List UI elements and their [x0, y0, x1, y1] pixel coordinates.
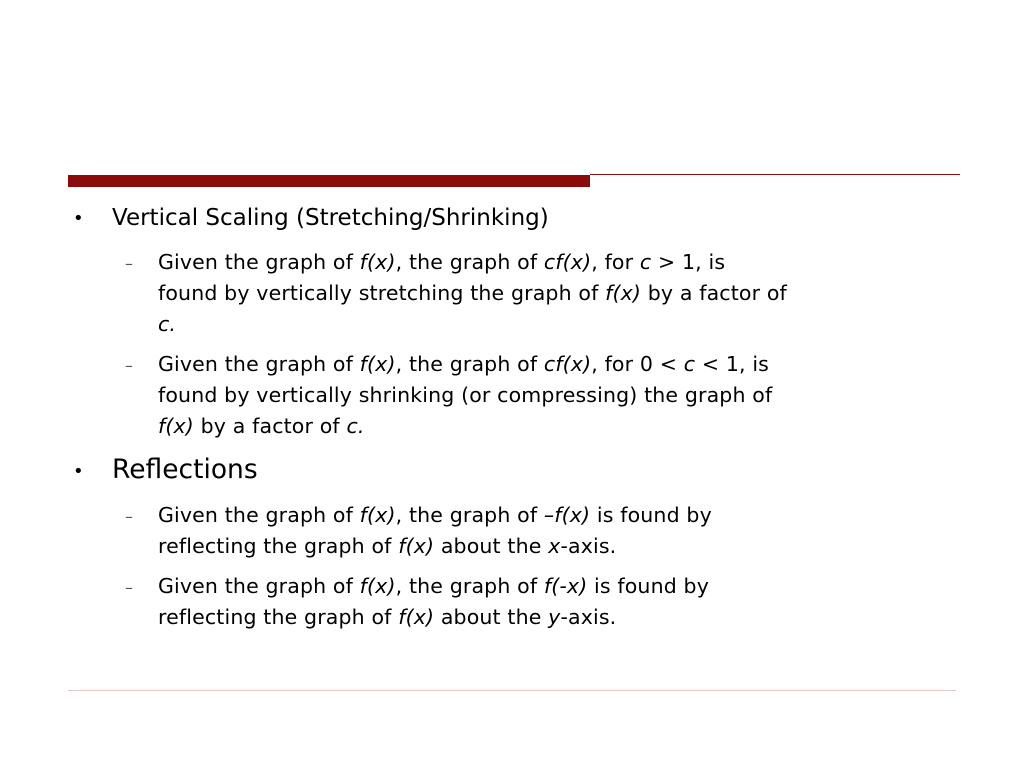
text-line: Given the graph of f(x), the graph of –f(x) is found by — [158, 503, 712, 527]
text-line: Given the graph of f(x), the graph of cf(x), for 0 < c < 1, is — [158, 352, 770, 376]
bullet-marker: • — [73, 208, 84, 229]
sub-bullet-x-reflection — [158, 500, 958, 562]
text-line: found by vertically shrinking (or compressing) the graph of — [158, 383, 773, 407]
text-line: Given the graph of f(x), the graph of f(-x) is found by — [158, 574, 709, 598]
sub-bullet-shrinking — [158, 349, 958, 442]
sub-bullet-dash: – — [125, 356, 133, 375]
bullet-reflections: Reflections — [112, 454, 258, 485]
bullet-vertical-scaling: Vertical Scaling (Stretching/Shrinking) — [112, 205, 549, 231]
sub-bullet-dash: – — [125, 507, 133, 526]
footer-rule — [68, 690, 956, 691]
text-line: f(x) by a factor of c. — [158, 414, 365, 438]
sub-bullet-dash: – — [125, 578, 133, 597]
bullet-marker: • — [73, 461, 84, 482]
sub-bullet-y-reflection — [158, 571, 958, 633]
text-line: reflecting the graph of f(x) about the y-axis. — [158, 605, 617, 629]
text-line: Given the graph of f(x), the graph of cf(x), for c > 1, is — [158, 250, 726, 274]
text-line: c. — [158, 312, 177, 336]
sub-bullet-dash: – — [125, 254, 133, 273]
text-line: found by vertically stretching the graph of f(x) by a factor of — [158, 281, 787, 305]
sub-bullet-stretching — [158, 247, 958, 340]
text-line: reflecting the graph of f(x) about the x-axis. — [158, 534, 617, 558]
